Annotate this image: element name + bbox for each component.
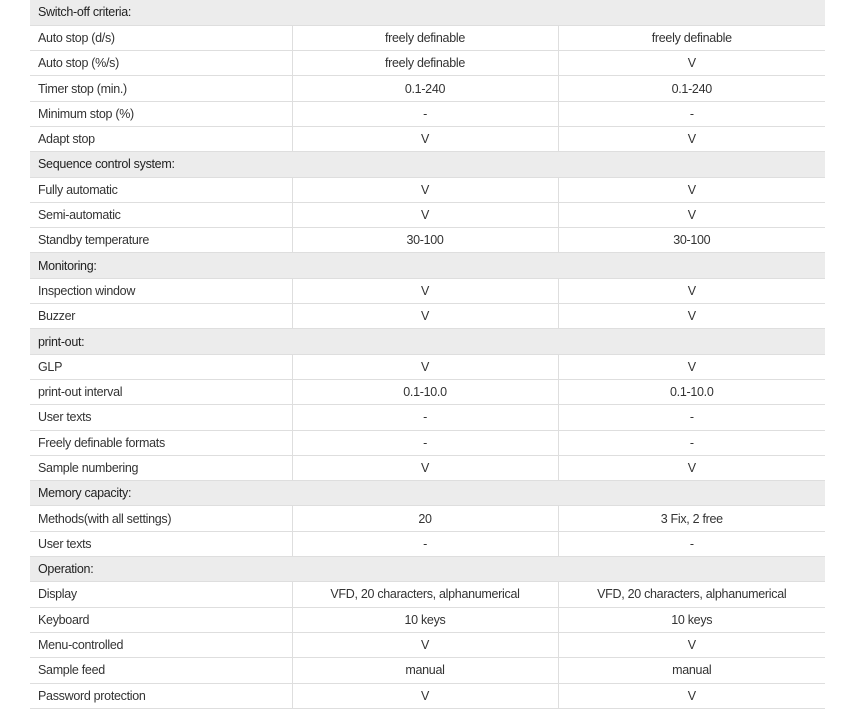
table-row: [30, 126, 825, 151]
section-header-row: [30, 329, 825, 354]
model-1-value: 10 keys: [292, 607, 558, 632]
table-row: [30, 405, 825, 430]
model-2-value: V: [558, 632, 825, 657]
row-label: Sample numbering: [30, 455, 292, 480]
table-row: [30, 177, 825, 202]
table-row: [30, 25, 825, 50]
section-title: Switch-off criteria:: [30, 0, 825, 25]
row-label: Menu-controlled: [30, 632, 292, 657]
table-row: [30, 354, 825, 379]
section-title: Sequence control system:: [30, 152, 825, 177]
model-1-value: manual: [292, 658, 558, 683]
table-row: [30, 430, 825, 455]
model-2-value: V: [558, 278, 825, 303]
row-label: Inspection window: [30, 278, 292, 303]
model-2-value: freely definable: [558, 25, 825, 50]
model-2-value: V: [558, 202, 825, 227]
row-label: Timer stop (min.): [30, 76, 292, 101]
table-row: [30, 202, 825, 227]
model-2-value: -: [558, 101, 825, 126]
row-label: User texts: [30, 531, 292, 556]
row-label: Display: [30, 582, 292, 607]
row-label: Adapt stop: [30, 126, 292, 151]
row-label: Buzzer: [30, 304, 292, 329]
model-2-value: 10 keys: [558, 607, 825, 632]
spec-table: [30, 0, 825, 709]
section-title: print-out:: [30, 329, 825, 354]
model-2-value: V: [558, 51, 825, 76]
model-2-value: 0.1-240: [558, 76, 825, 101]
model-2-value: V: [558, 126, 825, 151]
model-2-value: 3 Fix, 2 free: [558, 506, 825, 531]
model-2-value: -: [558, 430, 825, 455]
model-1-value: V: [292, 126, 558, 151]
row-label: print-out interval: [30, 379, 292, 404]
model-2-value: 0.1-10.0: [558, 379, 825, 404]
row-label: Standby temperature: [30, 228, 292, 253]
row-label: Password protection: [30, 683, 292, 708]
row-label: GLP: [30, 354, 292, 379]
model-2-value: 30-100: [558, 228, 825, 253]
table-row: [30, 76, 825, 101]
table-row: [30, 683, 825, 708]
model-2-value: V: [558, 304, 825, 329]
model-1-value: V: [292, 177, 558, 202]
model-2-value: -: [558, 531, 825, 556]
model-2-value: V: [558, 683, 825, 708]
model-1-value: 20: [292, 506, 558, 531]
model-2-value: -: [558, 405, 825, 430]
section-title: Operation:: [30, 557, 825, 582]
model-2-value: VFD, 20 characters, alphanumerical: [558, 582, 825, 607]
model-1-value: V: [292, 202, 558, 227]
model-2-value: V: [558, 354, 825, 379]
table-row: [30, 582, 825, 607]
model-1-value: -: [292, 430, 558, 455]
section-title: Monitoring:: [30, 253, 825, 278]
model-1-value: V: [292, 304, 558, 329]
row-label: User texts: [30, 405, 292, 430]
row-label: Auto stop (%/s): [30, 51, 292, 76]
model-1-value: 30-100: [292, 228, 558, 253]
row-label: Semi-automatic: [30, 202, 292, 227]
section-title: Memory capacity:: [30, 481, 825, 506]
section-header-row: [30, 0, 825, 25]
table-row: [30, 632, 825, 657]
row-label: Fully automatic: [30, 177, 292, 202]
row-label: Auto stop (d/s): [30, 25, 292, 50]
model-1-value: VFD, 20 characters, alphanumerical: [292, 582, 558, 607]
model-1-value: 0.1-10.0: [292, 379, 558, 404]
table-row: [30, 506, 825, 531]
model-2-value: V: [558, 455, 825, 480]
table-row: [30, 228, 825, 253]
model-1-value: V: [292, 354, 558, 379]
model-1-value: freely definable: [292, 51, 558, 76]
model-1-value: V: [292, 455, 558, 480]
row-label: Keyboard: [30, 607, 292, 632]
section-header-row: [30, 481, 825, 506]
table-row: [30, 658, 825, 683]
table-row: [30, 379, 825, 404]
table-row: [30, 304, 825, 329]
table-row: [30, 607, 825, 632]
row-label: Minimum stop (%): [30, 101, 292, 126]
row-label: Methods(with all settings): [30, 506, 292, 531]
section-header-row: [30, 152, 825, 177]
model-1-value: V: [292, 278, 558, 303]
model-1-value: 0.1-240: [292, 76, 558, 101]
section-header-row: [30, 557, 825, 582]
model-2-value: manual: [558, 658, 825, 683]
table-row: [30, 278, 825, 303]
table-row: [30, 531, 825, 556]
model-1-value: freely definable: [292, 25, 558, 50]
section-header-row: [30, 253, 825, 278]
table-row: [30, 51, 825, 76]
model-2-value: V: [558, 177, 825, 202]
row-label: Sample feed: [30, 658, 292, 683]
model-1-value: -: [292, 531, 558, 556]
model-1-value: V: [292, 632, 558, 657]
model-1-value: -: [292, 101, 558, 126]
model-1-value: V: [292, 683, 558, 708]
spec-table-body: [30, 0, 825, 708]
table-row: [30, 101, 825, 126]
model-1-value: -: [292, 405, 558, 430]
row-label: Freely definable formats: [30, 430, 292, 455]
table-row: [30, 455, 825, 480]
